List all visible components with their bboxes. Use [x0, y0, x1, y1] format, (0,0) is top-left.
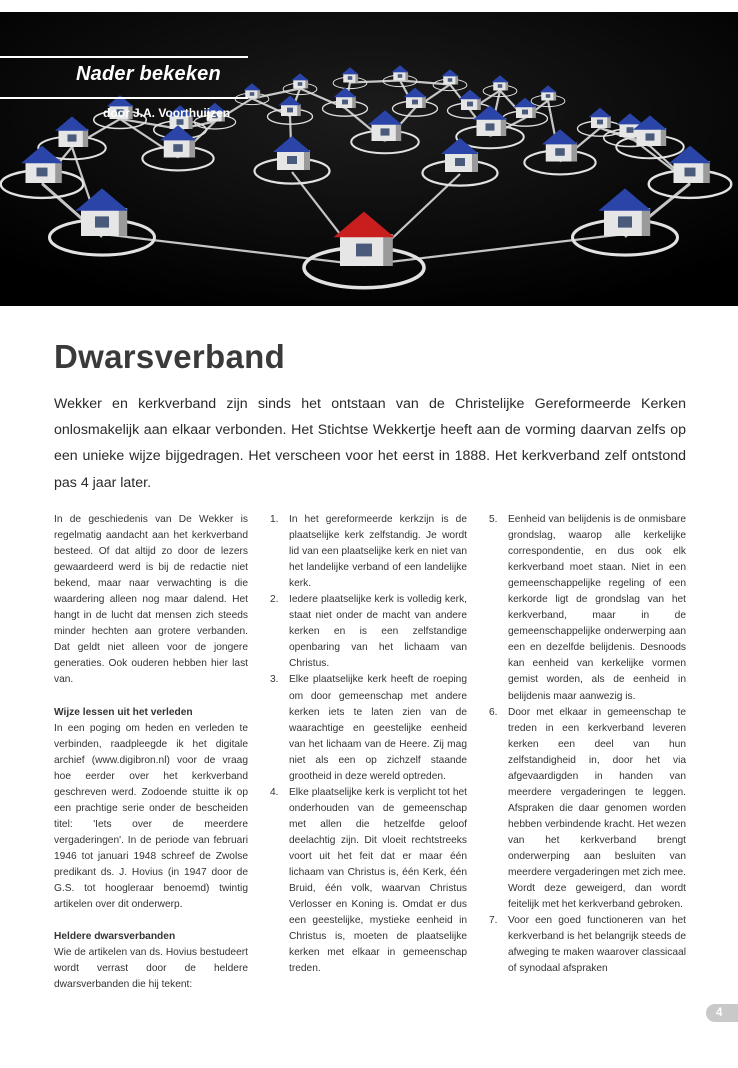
- column-1: [54, 512, 248, 993]
- list-text: Eenheid van belijdenis is de onmisbare grondslag, waarop alle kerkelijke correspondentie, en dus ook elk kerkverband moet staan. Niet in een gemeenschappelijke regeling of een kerkorde ligt de grondslag van het kerkverband, maar in de gemeenschappelijke onderwerping aan een en dezelfde belijdenis. Desnoods kan eenheid van kerkelijke vormen gemist worden, als de eenheid in belijdenis maar aanwezig is.: [508, 514, 686, 702]
- list-text: Voor een goed functioneren van het kerkverband is het belangrijk steeds de afweging te maken waarover classicaal of synodaal afspraken: [508, 915, 686, 975]
- list-text: Iedere plaatselijke kerk is volledig kerk, staat niet onder de macht van andere kerken en is een zelfstandige openbaring van het lichaam van Christus.: [289, 594, 467, 670]
- rubric-top-rule: [0, 56, 248, 58]
- list-item: [270, 785, 467, 978]
- rubric-bottom-rule: [0, 97, 248, 99]
- list-item: [489, 512, 686, 705]
- subheading: Wijze lessen uit het verleden: [54, 706, 193, 718]
- header-image: [0, 12, 738, 306]
- numbered-list: [270, 512, 467, 977]
- list-number: 1.: [270, 514, 279, 525]
- subheading: Heldere dwarsverbanden: [54, 931, 176, 943]
- numbered-list: [489, 512, 686, 977]
- list-text: In het gereformeerde kerkzijn is de plaatselijke kerk zelfstandig. Je wordt lid van een plaatselijke kerk en niet van het landelijke verband of een landelijke kerk.: [289, 514, 467, 590]
- rubric-title: Nader bekeken: [76, 63, 221, 85]
- list-number: 7.: [489, 915, 498, 927]
- list-number: 3.: [270, 674, 279, 686]
- list-item: [270, 592, 467, 672]
- article-intro: Wekker en kerkverband zijn sinds het ontstaan van de Christelijke Gereformeerde Kerken onlosmakelijk aan elkaar verbonden. Het Stichtse Wekkertje heeft aan de vorming daarvan zelfs op een unieke wijze bijgedragen. Het verscheen voor het eerst in 1888. Het kerkverband zelf ontstond pas 4 jaar later.: [54, 396, 686, 491]
- list-item: [489, 913, 686, 977]
- list-number: 6.: [489, 706, 498, 718]
- list-number: 2.: [270, 594, 279, 606]
- paragraph: Wie de artikelen van ds. Hovius bestudeert wordt verrast door de heldere dwarsverbanden die hij tekent:: [54, 947, 248, 991]
- list-text: Elke plaatselijke kerk is verplicht tot het onderhouden van de gemeenschap met allen die hetzelfde geloof deelachtig zijn. Dit vloeit rechtstreeks voort uit het feit dat er maar één lichaam van Christus is, één Kerk, één Bruid, één volk, waarvan Christus Verlosser en Koning is. Omdat er dus een geestelijke, mystieke eenheid in Christus is, moeten de plaatselijke kerken met elkaar in gemeenschap treden.: [289, 786, 467, 975]
- paragraph: In de geschiedenis van De Wekker is regelmatig aandacht aan het kerkverband besteed. Of dat altijd zo door de lezers gewaardeerd werd is bij de redactie niet bekend, maar naar verwachting is die waardering alleen nog maar dalend. Het hangt in de lucht dat mensen zich steeds minder hechten aan grotere verbanden. Dat geldt niet alleen voor de jongere generaties. Ook ouderen hebben hier last van.: [54, 514, 248, 686]
- column-2: [270, 512, 467, 977]
- list-number: 4.: [270, 786, 279, 798]
- list-number: 5.: [489, 514, 498, 525]
- author-byline: door J.A. Voorthuijzen: [103, 106, 231, 120]
- article-title: Dwarsverband: [54, 338, 286, 375]
- list-item: [270, 512, 467, 592]
- page-number: 4: [706, 1004, 738, 1022]
- paragraph: In een poging om heden en verleden te verbinden, raadpleegde ik het digitale archief (www.digibron.nl) voor de vraag hoe eerder over het kerkverband geschreven werd. Zodoende stuitte ik op een prachtige serie onder de bescheiden titel: 'Iets over de meerdere vergaderingen'. In de periode van februari 1946 tot januari 1948 schreef de Zwolse predikant ds. J. Hovius (in 1947 door de G.S. tot hoogleraar benoemd) twintig artikelen over dit onderwerp.: [54, 722, 248, 911]
- list-item: [489, 705, 686, 914]
- list-item: [270, 672, 467, 784]
- column-3: [489, 512, 686, 977]
- list-text: Elke plaatselijke kerk heeft de roeping om door gemeenschap met andere kerken iets te laten zien van de waarachtige en geestelijke eenheid van het lichaam van de Heere. Zij mag niet als een op zichzelf staande grootheid in deze wereld optreden.: [289, 674, 467, 782]
- list-text: Door met elkaar in gemeenschap te treden in een kerkverband leveren kerken een deel van hun zelfstandigheid in, door het via afgevaardigden in handen van meerdere vergaderingen te leggen. Afspraken die daar genomen worden hebben verbindende kracht. Het wezen van het kerkverband brengt onderwerping aan besluiten van meerdere vergaderingen met zich mee. Wordt deze geweigerd, dan wordt feitelijk met het kerkverband gebroken.: [508, 706, 686, 911]
